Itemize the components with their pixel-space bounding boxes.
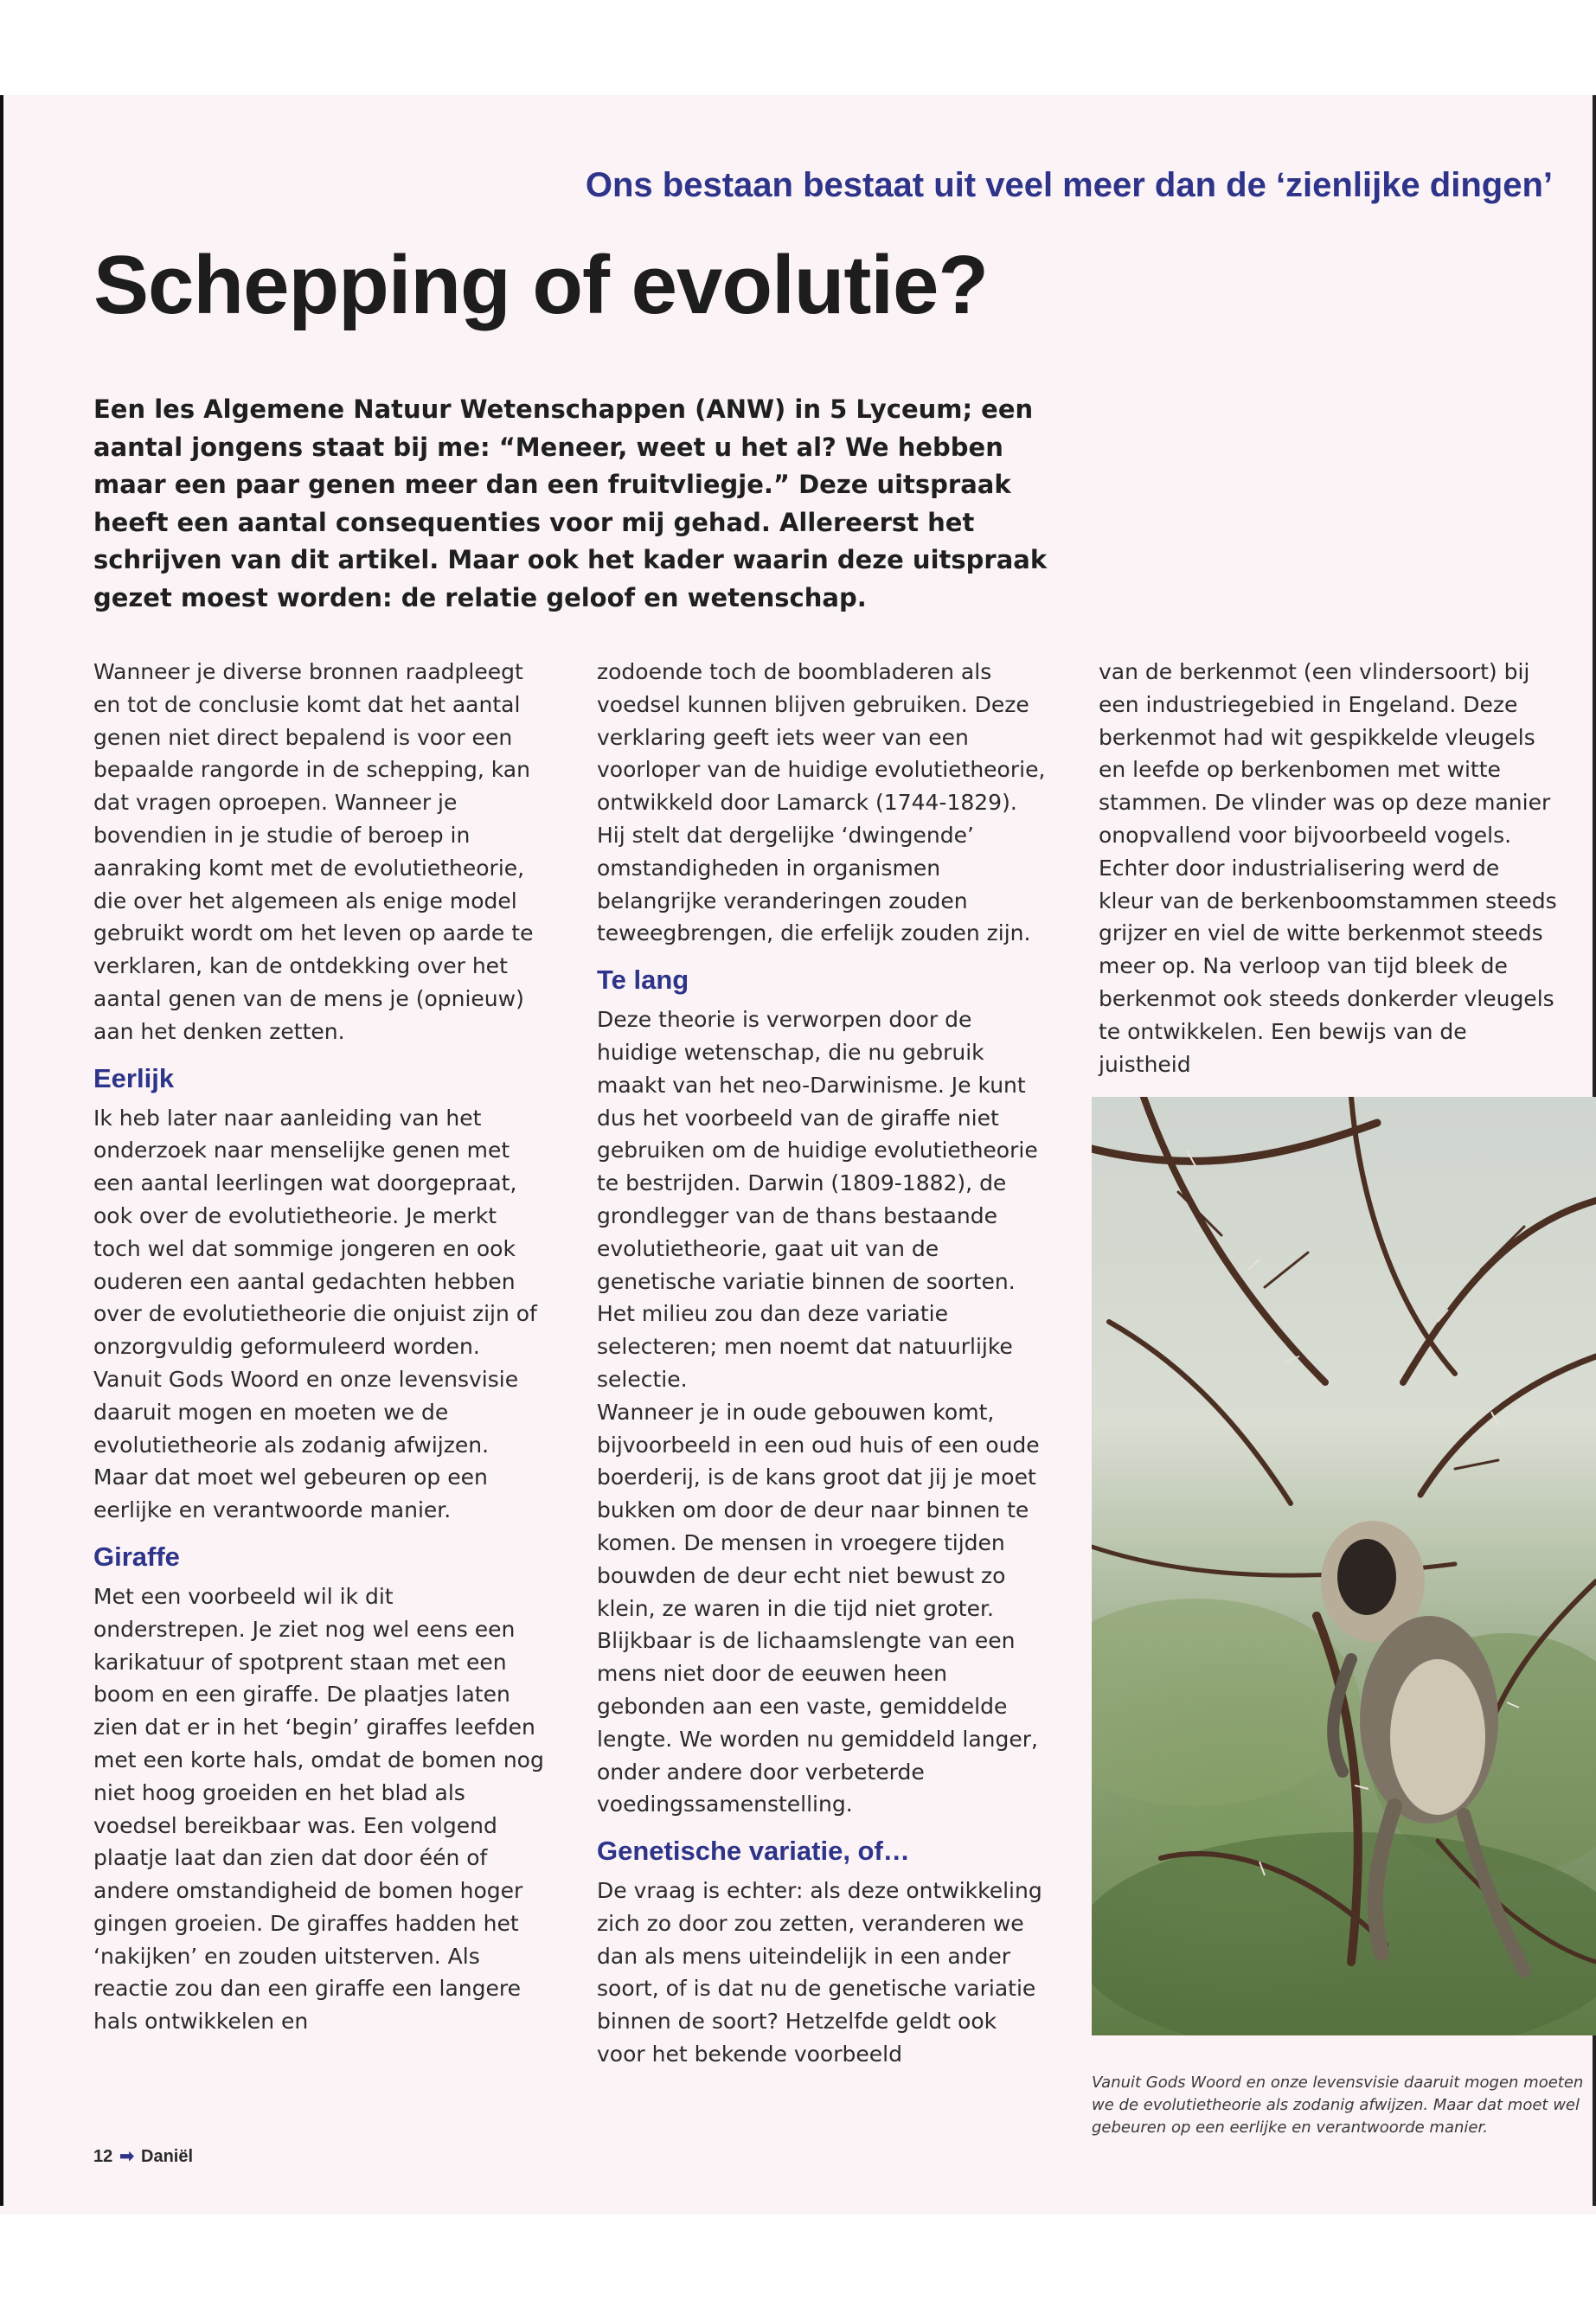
text-column-2 bbox=[597, 656, 1047, 2071]
paragraph: Wanneer je in oude gebouwen komt, bijvoorbeeld in een oud huis of een oude boerderij, is de kans groot dat jij je moet bukken om door de deur naar binnen te komen. De mensen in vroegere tijden bouwden de deur echt niet bewust zo klein, ze waren in die tijd niet groter. Blijkbaar is de lichaamslengte van een mens niet door de eeuwen heen gebonden aan een vaste, gemiddelde lengte. We worden nu gemiddeld langer, onder andere door verbeterde voedingssamenstelling. bbox=[597, 1399, 1040, 1817]
paragraph: Ik heb later naar aanleiding van het onderzoek naar menselijke genen met een aantal leerlingen wat doorgepraat, ook over de evolutietheorie. Je merkt toch wel dat sommige jongeren en ook ouderen een aantal gedachten hebben over de evolutietheorie die onjuist zijn of onzorgvuldig geformuleerd worden. Vanuit Gods Woord en onze levensvisie daaruit mogen en moeten we de evolutietheorie als zodanig afwijzen. Maar dat moet wel gebeuren op een eerlijke en verantwoorde manier. bbox=[93, 1105, 537, 1523]
page-footer bbox=[93, 2145, 193, 2167]
paragraph: zodoende toch de boombladeren als voedsel kunnen blijven gebruiken. Deze verklaring geeft iets weer van een voorloper van de huidige evolutietheorie, ontwikkeld door Lamarck (1744-1829). Hij stelt dat dergelijke ‘dwingende’ omstandigheden in organismen belangrijke veranderingen zouden teweegbrengen, die erfelijk zouden zijn. bbox=[597, 659, 1046, 946]
page-number: 12 bbox=[93, 2147, 113, 2166]
monkey-in-tree-photo bbox=[1092, 1097, 1596, 2035]
text-column-1 bbox=[93, 656, 548, 2038]
paragraph: De vraag is echter: als deze ontwikkeling zich zo door zou zetten, veranderen we dan als mens uiteindelijk in een ander soort, of is dat nu de genetische variatie binnen de soort? Hetzelfde geldt ook voor het bekende voorbeeld bbox=[597, 1878, 1042, 2067]
scan-edge-left bbox=[0, 95, 3, 2206]
paragraph: van de berkenmot (een vlindersoort) bij een industriegebied in Engeland. Deze berkenmot had wit gespikkelde vleugels en leefde op berkenbomen met witte stammen. De vlinder was op deze manier onopvallend voor bijvoorbeeld vogels. Echter door industrialisering werd de kleur van de berkenboomstammen steeds grijzer en viel de witte berkenmot steeds meer op. Na verloop van tijd bleek de berkenmot ook steeds donkerder vleugels te ontwikkelen. Een bewijs van de juistheid bbox=[1099, 659, 1557, 1077]
text-column-3 bbox=[1099, 656, 1557, 1080]
subheading-giraffe: Giraffe bbox=[93, 1541, 180, 1572]
magazine-name: Daniël bbox=[141, 2147, 194, 2166]
subheading-genetische-variatie: Genetische variatie, of… bbox=[597, 1836, 910, 1867]
article-title: Schepping of evolutie? bbox=[93, 239, 989, 331]
photo-caption: Vanuit Gods Woord en onze levensvisie daaruit mogen moeten we de evolutietheorie als zodanig afwijzen. Maar dat moet wel gebeuren op een eerlijke en verantwoorde manier. bbox=[1092, 2073, 1584, 2137]
subheading-te-lang: Te lang bbox=[597, 965, 689, 996]
paragraph: Deze theorie is verworpen door de huidige wetenschap, die nu gebruik maakt van het neo-Darwinisme. Je kunt dus het voorbeeld van de giraffe niet gebruiken om de huidige evolutietheorie te bestrijden. Darwin (1809-1882), de grondlegger van de thans bestaande evolutietheorie, gaat uit van de genetische variatie binnen de soorten. Het milieu zou dan deze variatie selecteren; men noemt dat natuurlijke selectie. bbox=[597, 1007, 1038, 1392]
article-lead: Een les Algemene Natuur Wetenschappen (ANW) in 5 Lyceum; een aantal jongens staat bij me: “Meneer, weet u het al? We hebben maar een paar genen meer dan een fruitvliegje.” Deze uitspraak heeft een aantal consequenties voor mij gehad. Allereerst het schrijven van dit artikel. Maar ook het kader waarin deze uitspraak gezet moest worden: de relatie geloof en wetenschap. bbox=[93, 394, 1048, 612]
subheading-eerlijk: Eerlijk bbox=[93, 1062, 175, 1093]
article-kicker: Ons bestaan bestaat uit veel meer dan de ‘zienlijke dingen’ bbox=[585, 166, 1553, 204]
paragraph: Met een voorbeeld wil ik dit onderstrepen. Je ziet nog wel eens een karikatuur of spotprent staan met een boom en een giraffe. De plaatjes laten zien dat er in het ‘begin’ giraffes leefden met een korte hals, omdat de bomen nog niet hoog groeiden en het blad als voedsel bereikbaar was. Een volgend plaatje laat dan zien dat door één of andere omstandigheid de bomen hoger gingen groeien. De giraffes hadden het ‘nakijken’ en zouden uitsterven. Als reactie zou dan een giraffe een langere hals ontwikkelen en bbox=[93, 1583, 544, 2035]
arrow-icon: ➡ bbox=[119, 2147, 135, 2166]
paragraph: Wanneer je diverse bronnen raadpleegt en tot de conclusie komt dat het aantal genen niet direct bepalend is voor een bepaalde rangorde in de schepping, kan dat vragen oproepen. Wanneer je bovendien in je studie of beroep in aanraking komt met de evolutietheorie, die over het algemeen als enige model gebruikt wordt om het leven op aarde te verklaren, kan de ontdekking over het aantal genen van de mens je (opnieuw) aan het denken zetten. bbox=[93, 659, 534, 1044]
